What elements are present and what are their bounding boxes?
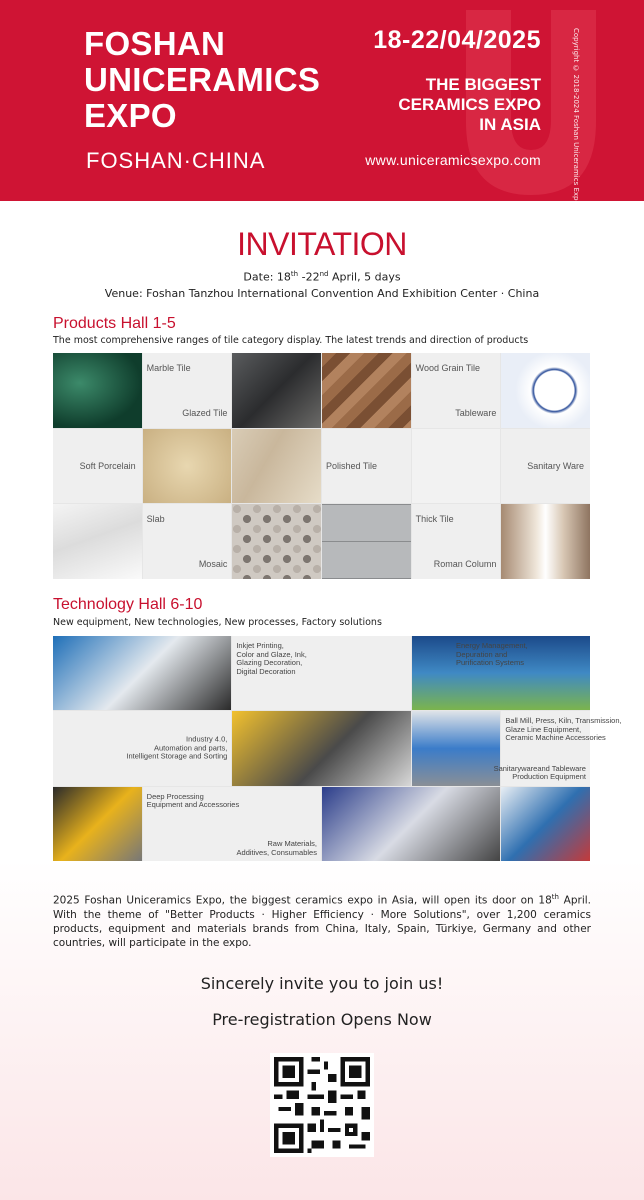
- soft-porcelain-image: [143, 429, 232, 504]
- copyright-notice: Copyright © 2018-2024 Foshan Uniceramics Expo: [572, 28, 580, 205]
- glazed-tile-image: [232, 353, 321, 428]
- wood-grain-image: [322, 353, 411, 428]
- expo-tagline: THE BIGGEST CERAMICS EXPO IN ASIA: [398, 75, 541, 134]
- tableware-label: Tableware: [455, 407, 497, 418]
- soft-porcelain-label: Soft Porcelain: [79, 460, 136, 471]
- polished-tile-label-cell: [322, 429, 411, 504]
- inkjet-label-cell: [232, 636, 410, 710]
- expo-dates: 18-22/04/2025: [373, 26, 541, 54]
- technology-grid: [53, 636, 622, 861]
- sanitary-ware-label: Sanitary Ware: [527, 460, 584, 471]
- energy-label: Energy Management, Depuration and Purification Systems: [456, 641, 528, 667]
- marble-tile-label: Marble Tile: [146, 363, 191, 373]
- sanitary-equipment-label: Sanitarywareand Tableware Production Equipment: [493, 763, 586, 782]
- ball-mill-image: [412, 711, 501, 785]
- marble-glazed-label-cell: [143, 353, 232, 428]
- industry-label: Industry 4.0, Automation and parts, Intelligent Storage and Sorting: [126, 734, 228, 761]
- inkjet-machine-image: [53, 636, 231, 710]
- thick-tile-label: Thick Tile: [415, 514, 454, 525]
- marble-tile-image: [53, 353, 142, 428]
- industry-label-cell: [53, 711, 231, 785]
- technology-description: New equipment, New technologies, New processes, Factory solutions: [53, 617, 382, 628]
- wood-grain-tile-label: Wood Grain Tile: [415, 363, 481, 373]
- ball-mill-label: Ball Mill, Press, Kiln, Transmission, Glaze Line Equipment, Ceramic Machine Accessories: [505, 716, 622, 743]
- sanitary-ware-image: [412, 429, 501, 504]
- expo-title: FOSHAN UNICERAMICS EXPO: [84, 25, 321, 134]
- raw-materials-label: Raw Materials, Additives, Consumables: [236, 839, 317, 857]
- wood-tableware-label-cell: [412, 353, 501, 428]
- soft-porcelain-label-cell: [53, 429, 142, 504]
- deep-processing-label-cell: [143, 787, 321, 861]
- glazed-tile-label: Glazed Tile: [182, 407, 228, 418]
- expo-url[interactable]: www.uniceramicsexpo.com: [365, 152, 541, 168]
- header-banner: [0, 0, 644, 205]
- expo-location: FOSHAN·CHINA: [86, 148, 266, 173]
- polished-tile-image: [232, 429, 321, 504]
- roman-column-label: Roman Column: [433, 558, 497, 569]
- thick-tile-column-label-cell: [412, 504, 501, 579]
- intro-paragraph: 2025 Foshan Uniceramics Expo, the biggest ceramics expo in Asia, will open its door on 18th April. With the theme of "Better Products · Higher Efficiency · More Solutions", over 1,200 ceramics products, equipment and materials brands from China, Italy, Spain, Türkiye, Germany and other countries, will participate in the expo.: [53, 893, 591, 949]
- products-section-title: Products Hall 1-5: [53, 315, 176, 332]
- products-description: The most comprehensive ranges of tile category display. The latest trends and direction of products: [53, 335, 529, 346]
- deep-processing-label: Deep Processing Equipment and Accessories: [146, 791, 240, 810]
- invitation-title: INVITATION: [237, 226, 407, 262]
- mosaic-label: Mosaic: [198, 558, 228, 569]
- deep-processing-image: [53, 787, 142, 861]
- inkjet-label: Inkjet Printing, Color and Glaze, Ink, Glazing Decoration, Digital Decoration: [236, 641, 307, 676]
- slab-image: [53, 504, 142, 579]
- products-grid: [53, 353, 590, 579]
- slab-mosaic-label-cell: [143, 504, 232, 579]
- date-line: Date: 18th -22nd April, 5 days: [243, 270, 401, 284]
- industry-robot-image: [232, 711, 410, 785]
- technology-section-title: Technology Hall 6-10: [53, 596, 203, 613]
- exhibition-hall-image: [322, 787, 500, 861]
- preregistration-text: Pre-registration Opens Now: [212, 1010, 432, 1029]
- polished-tile-label: Polished Tile: [325, 460, 378, 471]
- thick-tile-image: [322, 504, 411, 579]
- qr-code-icon[interactable]: [270, 1053, 374, 1157]
- invite-text: Sincerely invite you to join us!: [200, 974, 444, 993]
- ball-mill-label-cell: [493, 711, 622, 785]
- sanitary-ware-label-cell: [501, 429, 590, 504]
- exhibition-booth-image: [501, 787, 590, 861]
- roman-column-image: [501, 504, 590, 579]
- slab-label: Slab: [146, 514, 165, 525]
- mosaic-image: [232, 504, 321, 579]
- tableware-image: [501, 353, 590, 428]
- venue-line: Venue: Foshan Tanzhou International Convention And Exhibition Center · China: [104, 287, 540, 300]
